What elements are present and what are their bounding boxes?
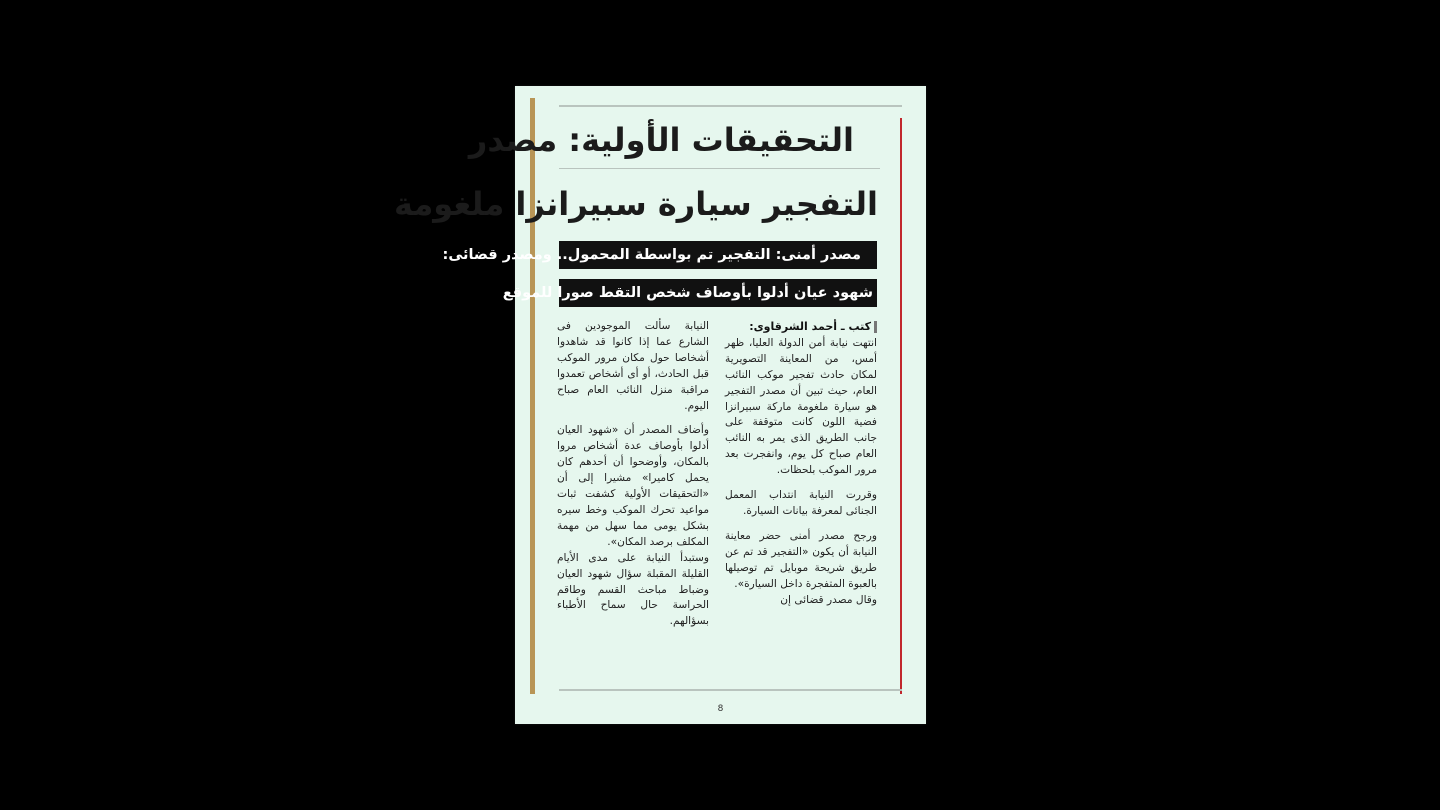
paragraph: وستبدأ النيابة على مدى الأيام القليلة المقبلة سؤال شهود العيان وضباط مباحث القسم وطاقم الحراسة حال سماح الأطباء بسؤالهم. [557,551,709,628]
paragraph: انتهت نيابة أمن الدولة العليا، ظهر أمس، من المعاينة التصويرية لمكان حادث تفجير موكب النائب العام، حيث تبين أن مصدر التفجير هو سيارة ملغومة ماركة سبيرانزا فضية اللون كانت متوقفة على جانب الطريق الذى يمر به النائب العام صباح كل يوم، وانفجرت بعد مرور الموكب بلحظات. [725,336,877,477]
headline-line-1: التحقيقات الأولية: مصدر [468,121,854,159]
page-number: 8 [717,704,724,714]
newspaper-page [394,86,926,724]
paragraph: النيابة سألت الموجودين فى الشارع عما إذا كانوا قد شاهدوا أشخاصا حول مكان مرور الموكب قبل الحادث، أو أى أشخاص تعمدوا مراقبة منزل النائب العام صباح اليوم. [557,320,709,412]
deck-line-2-text: شهود عيان أدلوا بأوصاف شخص التقط صورا للموقع [502,285,873,301]
article-column-right [725,319,877,608]
paragraph: ورجح مصدر أمنى حضر معاينة النيابة أن يكون «التفجير قد تم عن طريق شريحة موبايل تم توصيلها بالعبوة المتفجرة داخل السيارة». [725,529,877,590]
paragraph: وقال مصدر قضائى إن [780,593,877,606]
byline [725,319,877,335]
article-column-left [557,319,709,630]
deck-line-1-text: مصدر أمنى: التفجير تم بواسطة المحمول.. ومصدر قضائى: [442,247,861,263]
paragraph: وقررت النيابة انتداب المعمل الجنائى لمعرفة بيانات السيارة. [725,489,877,517]
byline-text: كتب ـ أحمد الشرقاوى: [749,320,871,333]
headline-line-2: التفجير سيارة سبيرانزا ملغومة [394,185,878,223]
deck-line-1 [442,241,877,269]
byline-marker-icon [874,321,877,333]
right-accent-bar [900,118,902,694]
paragraph: وأضاف المصدر أن «شهود العيان أدلوا بأوصاف عدة أشخاص مروا بالمكان، وأوضحوا أن أحدهم كان يحمل كاميرا» مشيرا إلى أن «التحقيقات الأولية كشفت ثبات مواعيد تحرك الموكب وخط سيره بشكل يومى مما سهل من مهمة المكلف برصد المكان». [557,424,709,548]
deck-line-2 [502,279,877,307]
top-rule [559,105,902,107]
bottom-rule [559,689,902,691]
headline-divider [559,168,880,169]
